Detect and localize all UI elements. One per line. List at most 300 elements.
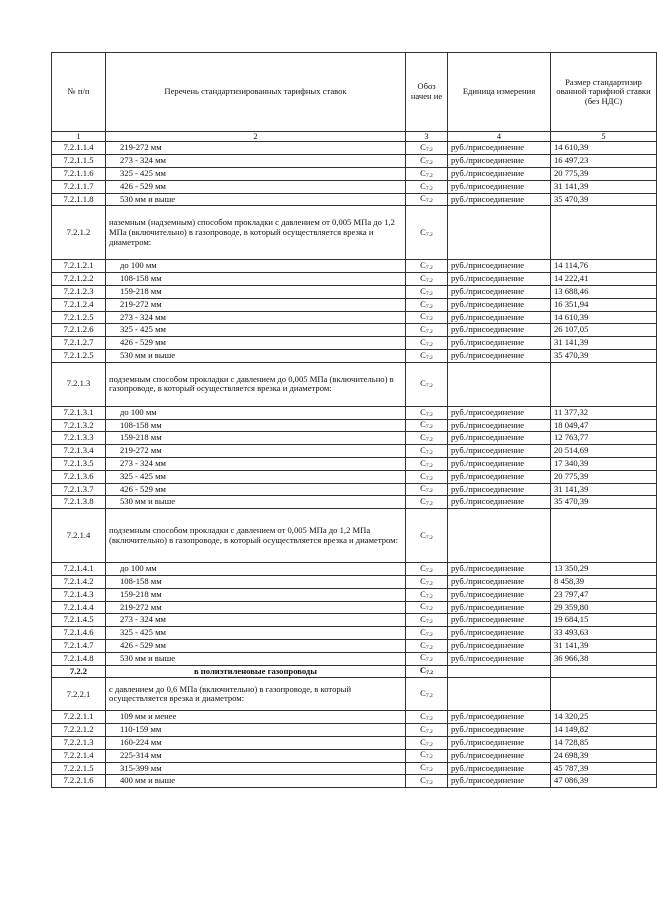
row-value: 36 966,38 [551,652,657,665]
row-number: 7.2.1.3.3 [52,432,106,445]
designation-subscript: 7.2 [425,693,433,700]
row-unit: руб./присоединение [448,627,551,640]
table-row [52,736,657,749]
row-designation [406,142,448,155]
designation-subscript: 7.2 [425,501,433,508]
table-row [52,627,657,640]
row-designation [406,324,448,337]
row-value: 12 763,77 [551,432,657,445]
row-designation [406,639,448,652]
row-unit: руб./присоединение [448,575,551,588]
designation-subscript: 7.2 [425,172,433,179]
row-value: 47 086,39 [551,775,657,788]
column-number-row [52,132,657,142]
designation-letter: С [420,775,426,786]
designation-subscript: 7.2 [425,593,433,600]
row-description: 109 мм и менее [106,711,406,724]
designation-letter: С [420,336,426,347]
designation-subscript: 7.2 [425,159,433,166]
designation-subscript: 7.2 [425,606,433,613]
row-value: 14 222,41 [551,273,657,286]
header-list: Перечень стандартизированных тарифных ставок [106,53,406,132]
table-row [52,665,657,678]
designation-letter: С [420,652,426,663]
designation-subscript: 7.2 [425,631,433,638]
row-number: 7.2.1.3.6 [52,470,106,483]
designation-letter: С [420,723,426,734]
designation-subscript: 7.2 [425,424,433,431]
designation-letter: С [420,226,426,237]
column-number: 4 [448,132,551,142]
row-designation [406,311,448,324]
row-value: 19 684,15 [551,614,657,627]
row-designation [406,652,448,665]
row-value: 20 514,69 [551,445,657,458]
row-number: 7.2.1.3.5 [52,457,106,470]
row-description: 108-158 мм [106,273,406,286]
designation-subscript: 7.2 [425,475,433,482]
row-unit [448,509,551,563]
row-number: 7.2.1.3.4 [52,445,106,458]
row-value: 31 141,39 [551,337,657,350]
designation-letter: С [420,167,426,178]
designation-letter: С [420,483,426,494]
row-description: наземным (надземным) способом прокладки с давлением от 0,005 МПа до 1,2 МПа (включительно) в газопроводе, в который осуществляется врезка и диаметром: [106,206,406,260]
row-number: 7.2.1.2.3 [52,285,106,298]
row-designation [406,155,448,168]
table-row [52,406,657,419]
row-description: 530 мм и выше [106,349,406,362]
row-description: 325 - 425 мм [106,168,406,181]
designation-letter: С [420,154,426,165]
row-designation [406,206,448,260]
designation-letter: С [420,444,426,455]
table-row [52,324,657,337]
row-value: 14 610,39 [551,142,657,155]
row-number: 7.2.1.4.1 [52,563,106,576]
designation-subscript: 7.2 [425,341,433,348]
row-designation [406,665,448,678]
designation-letter: С [420,349,426,360]
row-description: 530 мм и выше [106,652,406,665]
row-unit: руб./присоединение [448,724,551,737]
row-value [551,509,657,563]
designation-letter: С [420,711,426,722]
row-unit: руб./присоединение [448,419,551,432]
table-row [52,639,657,652]
row-description: подземным способом прокладки с давлением от 0,005 МПа до 1,2 МПа (включительно) в газопроводе, в который осуществляется врезка и диаметром: [106,509,406,563]
row-description: 108-158 мм [106,419,406,432]
header-size: Размер стандартизир ованной тарифной ставки (без НДС) [551,53,657,132]
row-number: 7.2.1.4.8 [52,652,106,665]
designation-subscript: 7.2 [425,780,433,787]
designation-subscript: 7.2 [425,644,433,651]
row-unit: руб./присоединение [448,749,551,762]
table-row [52,206,657,260]
table-row [52,193,657,206]
designation-subscript: 7.2 [425,303,433,310]
row-value: 14 114,76 [551,260,657,273]
row-description: 426 - 529 мм [106,639,406,652]
row-number: 7.2.1.2.6 [52,324,106,337]
row-designation [406,509,448,563]
row-description: 273 - 324 мм [106,155,406,168]
row-value: 16 497,23 [551,155,657,168]
row-number: 7.2.1.1.7 [52,180,106,193]
designation-letter: С [420,601,426,612]
row-unit: руб./присоединение [448,445,551,458]
row-value: 13 688,46 [551,285,657,298]
designation-subscript: 7.2 [425,231,433,238]
row-unit: руб./присоединение [448,324,551,337]
designation-subscript: 7.2 [425,657,433,664]
row-unit: руб./присоединение [448,614,551,627]
row-unit: руб./присоединение [448,406,551,419]
table-row [52,575,657,588]
row-number: 7.2.1.2 [52,206,106,260]
row-value [551,665,657,678]
designation-subscript: 7.2 [425,716,433,723]
table-row [52,311,657,324]
table-row [52,724,657,737]
designation-subscript: 7.2 [425,354,433,361]
designation-letter: С [420,470,426,481]
row-description: 219-272 мм [106,445,406,458]
document-page [51,52,651,788]
row-number: 7.2.1.2.5 [52,311,106,324]
row-designation [406,445,448,458]
table-row [52,678,657,711]
row-designation [406,614,448,627]
row-unit: руб./присоединение [448,155,551,168]
table-row [52,432,657,445]
row-value: 14 728,85 [551,736,657,749]
row-number: 7.2.1.3.7 [52,483,106,496]
row-number: 7.2.2.1.4 [52,749,106,762]
row-value: 35 470,39 [551,496,657,509]
designation-letter: С [420,285,426,296]
row-designation [406,362,448,406]
designation-letter: С [420,142,426,153]
row-number: 7.2.2.1.5 [52,762,106,775]
row-designation [406,496,448,509]
row-number: 7.2.2.1.1 [52,711,106,724]
row-unit [448,678,551,711]
row-value: 45 787,39 [551,762,657,775]
row-unit: руб./присоединение [448,639,551,652]
row-value: 31 141,39 [551,483,657,496]
designation-letter: С [420,260,426,271]
row-value: 31 141,39 [551,639,657,652]
designation-subscript: 7.2 [425,383,433,390]
designation-letter: С [420,762,426,773]
row-unit: руб./присоединение [448,775,551,788]
designation-letter: С [420,457,426,468]
row-unit: руб./присоединение [448,652,551,665]
column-number: 3 [406,132,448,142]
table-row [52,337,657,350]
row-description: 325 - 425 мм [106,324,406,337]
table-row [52,180,657,193]
row-unit: руб./присоединение [448,496,551,509]
row-unit: руб./присоединение [448,736,551,749]
table-header-row [52,53,657,132]
row-unit: руб./присоединение [448,180,551,193]
row-description: 159-218 мм [106,432,406,445]
row-unit: руб./присоединение [448,588,551,601]
row-designation [406,601,448,614]
row-value: 24 698,39 [551,749,657,762]
row-designation [406,678,448,711]
row-description: 426 - 529 мм [106,483,406,496]
row-number: 7.2.1.3.1 [52,406,106,419]
row-unit: руб./присоединение [448,337,551,350]
row-description: 219-272 мм [106,601,406,614]
designation-letter: С [420,529,426,540]
designation-letter: С [420,272,426,283]
designation-subscript: 7.2 [425,728,433,735]
row-designation [406,432,448,445]
table-row [52,457,657,470]
designation-subscript: 7.2 [425,534,433,541]
header-number: № п/п [52,53,106,132]
column-number: 1 [52,132,106,142]
table-row [52,260,657,273]
row-description: 160-224 мм [106,736,406,749]
row-description: 400 мм и выше [106,775,406,788]
row-number: 7.2.1.4.6 [52,627,106,640]
row-description: 315-399 мм [106,762,406,775]
row-number: 7.2.1.2.1 [52,260,106,273]
row-value: 20 775,39 [551,168,657,181]
row-number: 7.2.1.1.5 [52,155,106,168]
designation-subscript: 7.2 [425,147,433,154]
row-unit: руб./присоединение [448,457,551,470]
designation-subscript: 7.2 [425,265,433,272]
row-description: 426 - 529 мм [106,180,406,193]
row-number: 7.2.2.1.2 [52,724,106,737]
row-description: 219-272 мм [106,298,406,311]
designation-subscript: 7.2 [425,462,433,469]
table-row [52,419,657,432]
designation-letter: С [420,180,426,191]
row-description: до 100 мм [106,406,406,419]
table-row [52,168,657,181]
designation-subscript: 7.2 [425,741,433,748]
designation-letter: С [420,639,426,650]
row-description: 273 - 324 мм [106,311,406,324]
row-unit: руб./присоединение [448,260,551,273]
designation-subscript: 7.2 [425,580,433,587]
designation-subscript: 7.2 [425,567,433,574]
row-value: 17 340,39 [551,457,657,470]
designation-subscript: 7.2 [426,670,434,677]
row-description: 426 - 529 мм [106,337,406,350]
row-description: до 100 мм [106,260,406,273]
row-designation [406,749,448,762]
table-row [52,155,657,168]
row-value: 14 320,25 [551,711,657,724]
row-designation [406,298,448,311]
row-value: 8 458,39 [551,575,657,588]
table-row [52,285,657,298]
row-description: 325 - 425 мм [106,470,406,483]
row-unit: руб./присоединение [448,563,551,576]
row-unit: руб./присоединение [448,273,551,286]
designation-subscript: 7.2 [425,316,433,323]
row-value: 20 775,39 [551,470,657,483]
table-row [52,762,657,775]
row-unit: руб./присоединение [448,168,551,181]
table-row [52,362,657,406]
row-unit: руб./присоединение [448,432,551,445]
table-row [52,588,657,601]
row-designation [406,273,448,286]
row-number: 7.2.1.4.2 [52,575,106,588]
row-number: 7.2.1.3.8 [52,496,106,509]
row-number: 7.2.1.2.2 [52,273,106,286]
row-description: 225-314 мм [106,749,406,762]
row-description: 273 - 324 мм [106,457,406,470]
row-unit: руб./присоединение [448,349,551,362]
row-number: 7.2.2.1.6 [52,775,106,788]
row-designation [406,724,448,737]
row-designation [406,563,448,576]
row-unit: руб./присоединение [448,285,551,298]
designation-letter: С [420,378,426,389]
row-value: 23 797,47 [551,588,657,601]
designation-subscript: 7.2 [425,754,433,761]
row-number: 7.2.1.2.5 [52,349,106,362]
designation-letter: С [420,432,426,443]
row-designation [406,736,448,749]
row-unit [448,665,551,678]
table-row [52,483,657,496]
table-row [52,775,657,788]
row-designation [406,457,448,470]
row-designation [406,470,448,483]
table-row [52,601,657,614]
row-description: 108-158 мм [106,575,406,588]
row-designation [406,575,448,588]
designation-letter: С [420,626,426,637]
row-number: 7.2.1.2.4 [52,298,106,311]
row-number: 7.2.2.1.3 [52,736,106,749]
designation-subscript: 7.2 [425,449,433,456]
column-number: 2 [106,132,406,142]
designation-letter: С [420,614,426,625]
designation-letter: С [420,193,426,204]
row-unit: руб./присоединение [448,311,551,324]
row-designation [406,285,448,298]
table-row [52,563,657,576]
row-value: 14 610,39 [551,311,657,324]
table-row [52,445,657,458]
row-designation [406,762,448,775]
row-value: 35 470,39 [551,349,657,362]
table-row [52,142,657,155]
designation-letter: С [420,406,426,417]
designation-letter: С [420,575,426,586]
row-value: 18 049,47 [551,419,657,432]
designation-subscript: 7.2 [425,290,433,297]
row-unit: руб./присоединение [448,483,551,496]
row-value [551,206,657,260]
table-row [52,509,657,563]
table-row [52,298,657,311]
designation-subscript: 7.2 [425,488,433,495]
designation-subscript: 7.2 [425,185,433,192]
row-value: 11 377,32 [551,406,657,419]
designation-subscript: 7.2 [425,767,433,774]
row-description: 159-218 мм [106,285,406,298]
header-designation: Обоз начен ие [406,53,448,132]
row-number: 7.2.1.4.3 [52,588,106,601]
row-unit: руб./присоединение [448,298,551,311]
row-description: с давлением до 0,6 МПа (включительно) в газопроводе, в который осуществляется врезка и диаметром: [106,678,406,711]
table-row [52,496,657,509]
row-unit: руб./присоединение [448,601,551,614]
designation-letter: С [420,588,426,599]
row-description: 273 - 324 мм [106,614,406,627]
table-row [52,652,657,665]
row-designation [406,627,448,640]
row-description: 530 мм и выше [106,193,406,206]
table-row [52,470,657,483]
designation-letter: С [420,298,426,309]
row-number: 7.2.1.3.2 [52,419,106,432]
row-designation [406,711,448,724]
header-unit: Единица измерения [448,53,551,132]
row-unit: руб./присоединение [448,762,551,775]
row-number: 7.2.1.4.5 [52,614,106,627]
designation-letter: С [420,311,426,322]
row-description: в полиэтиленовые газопроводы [106,665,406,678]
row-designation [406,588,448,601]
row-number: 7.2.1.1.8 [52,193,106,206]
row-unit: руб./присоединение [448,711,551,724]
row-designation [406,775,448,788]
row-number: 7.2.2.1 [52,678,106,711]
designation-letter: С [420,688,426,699]
designation-subscript: 7.2 [425,198,433,205]
row-value: 35 470,39 [551,193,657,206]
row-description: до 100 мм [106,563,406,576]
row-number: 7.2.2 [52,665,106,678]
row-designation [406,193,448,206]
row-value: 14 149,82 [551,724,657,737]
row-number: 7.2.1.1.6 [52,168,106,181]
row-description: 325 - 425 мм [106,627,406,640]
row-value: 31 141,39 [551,180,657,193]
designation-letter: С [420,736,426,747]
row-description: 110-159 мм [106,724,406,737]
designation-letter: С [420,496,426,507]
row-designation [406,349,448,362]
row-description: 159-218 мм [106,588,406,601]
row-number: 7.2.1.2.7 [52,337,106,350]
designation-letter: С [420,419,426,430]
designation-letter: С [420,749,426,760]
row-unit [448,362,551,406]
row-value: 26 107,05 [551,324,657,337]
row-unit [448,206,551,260]
designation-letter: С [420,324,426,335]
row-description: подземным способом прокладки с давлением до 0,005 МПа (включительно) в газопроводе, в который осуществляется врезка и диаметром: [106,362,406,406]
row-value [551,362,657,406]
designation-subscript: 7.2 [425,277,433,284]
row-designation [406,337,448,350]
